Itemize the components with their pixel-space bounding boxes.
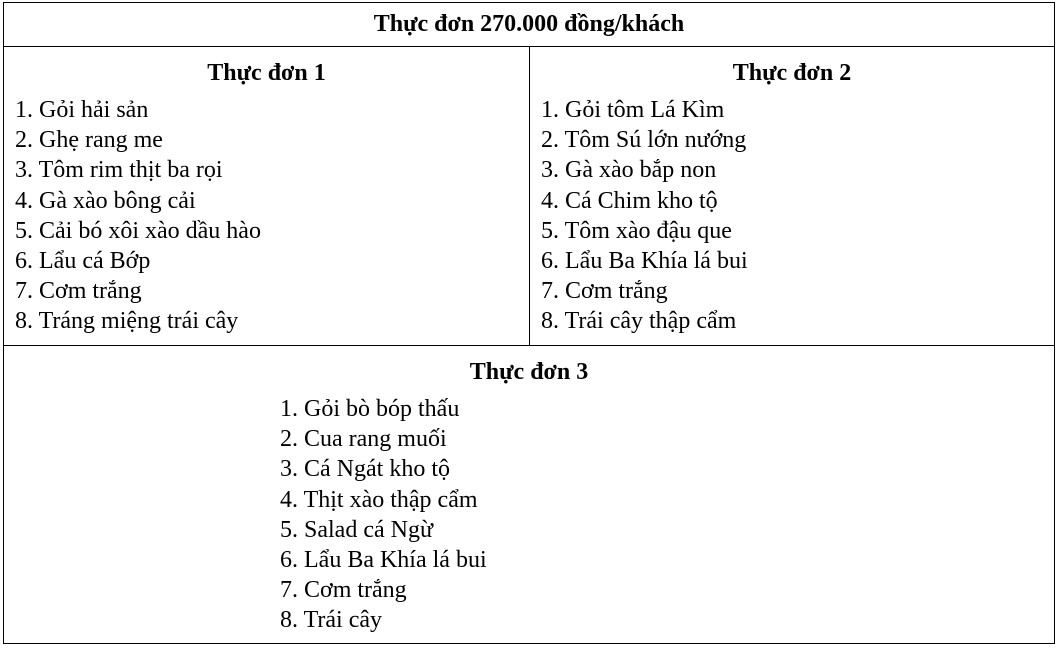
page-title: Thực đơn 270.000 đồng/khách xyxy=(4,3,1054,47)
list-item: 5. Salad cá Ngừ xyxy=(280,516,433,543)
menu-2-heading: Thực đơn 2 xyxy=(732,60,852,86)
list-item: 2. Ghẹ rang me xyxy=(15,127,163,154)
menu-3-list xyxy=(4,394,1054,636)
menu-3-cell xyxy=(4,345,1054,643)
list-item: 2. Cua rang muối xyxy=(280,426,447,453)
list-item: 6. Lẩu Ba Khía lá bui xyxy=(280,547,487,574)
menu-3-heading: Thực đơn 3 xyxy=(469,359,589,385)
list-item: 3. Tôm rim thịt ba rọi xyxy=(15,157,223,184)
list-item: 6. Lẩu cá Bớp xyxy=(15,248,151,275)
list-item: 2. Tôm Sú lớn nướng xyxy=(541,127,747,154)
menu-1-list xyxy=(4,95,529,337)
list-item: 4. Cá Chim kho tộ xyxy=(541,187,718,214)
list-item: 7. Cơm trắng xyxy=(280,577,407,604)
menu-1-heading: Thực đơn 1 xyxy=(207,60,326,86)
list-item: 7. Cơm trắng xyxy=(15,278,142,305)
menu-1-cell xyxy=(4,46,530,345)
list-item: 3. Cá Ngát kho tộ xyxy=(280,456,450,483)
list-item: 1. Gỏi hải sản xyxy=(15,97,149,123)
list-item: 7. Cơm trắng xyxy=(541,278,668,305)
list-item: 3. Gà xào bắp non xyxy=(541,157,717,184)
menu-2-list xyxy=(530,95,1054,337)
list-item: 5. Cải bó xôi xào dầu hào xyxy=(15,217,261,244)
list-item: 1. Gỏi bò bóp thấu xyxy=(280,396,460,422)
list-item: 8. Tráng miệng trái cây xyxy=(15,308,239,335)
list-item: 4. Gà xào bông cải xyxy=(15,187,196,214)
list-item: 1. Gỏi tôm Lá Kìm xyxy=(541,97,725,123)
menu-row-top xyxy=(4,46,1054,346)
menu-2-cell xyxy=(530,46,1054,345)
list-item: 6. Lẩu Ba Khía lá bui xyxy=(541,248,748,275)
list-item: 4. Thịt xào thập cẩm xyxy=(280,486,478,513)
menu-table xyxy=(3,2,1055,644)
list-item: 8. Trái cây xyxy=(280,607,382,634)
list-item: 5. Tôm xào đậu que xyxy=(541,217,732,244)
list-item: 8. Trái cây thập cẩm xyxy=(541,308,737,335)
